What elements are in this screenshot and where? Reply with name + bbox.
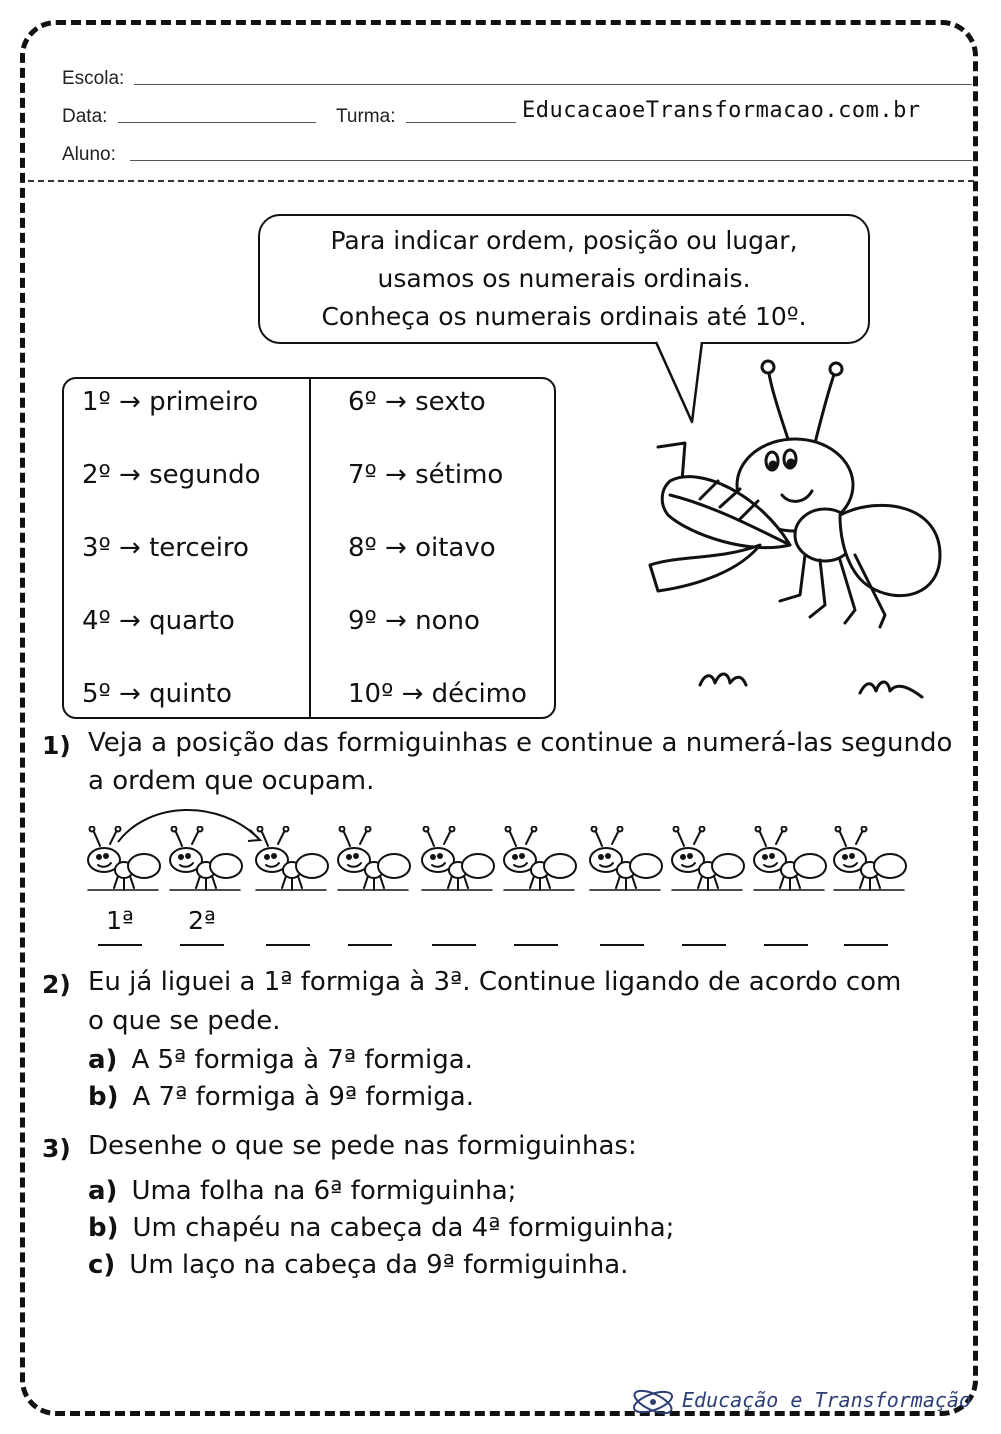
q1-line-2: a ordem que ocupam.: [88, 766, 375, 796]
q3-item-b-label: b): [88, 1213, 119, 1243]
q1-line-1: Veja a posição das formiguinhas e continue a numerá-las segundo: [88, 728, 953, 758]
q2-item-a-text: A 5ª formiga à 7ª formiga.: [131, 1045, 473, 1075]
q3-item-a: [88, 1176, 516, 1206]
date-label: Data:: [62, 106, 108, 127]
ordinal-9: 9º → nono: [348, 606, 480, 636]
answer-value-1: 1ª: [106, 906, 134, 935]
small-ant-7: [586, 826, 664, 894]
q2-item-a: [88, 1045, 473, 1075]
q2-item-a-label: a): [88, 1045, 118, 1075]
ordinal-7: 7º → sétimo: [348, 460, 504, 490]
class-label: Turma:: [336, 106, 396, 127]
q2-item-b-text: A 7ª formiga à 9ª formiga.: [132, 1082, 474, 1112]
ordinal-3: 3º → terceiro: [82, 533, 249, 563]
table-divider: [309, 379, 311, 717]
q2-item-b-label: b): [88, 1082, 119, 1112]
small-ant-4: [334, 826, 412, 894]
small-ant-6: [500, 826, 578, 894]
answer-blank-1[interactable]: [98, 944, 142, 946]
school-label: Escola:: [62, 68, 125, 89]
header-separator: [28, 180, 974, 182]
brand-logo-icon: [630, 1386, 676, 1418]
date-field[interactable]: [118, 122, 316, 123]
small-ant-5: [418, 826, 496, 894]
q3-item-a-label: a): [88, 1176, 118, 1206]
q3-line-1: Desenhe o que se pede nas formiguinhas:: [88, 1131, 637, 1161]
answer-blank-5[interactable]: [432, 944, 476, 946]
student-field[interactable]: [130, 160, 972, 161]
ordinal-1: 1º → primeiro: [82, 387, 259, 417]
small-ant-10: [830, 826, 908, 894]
q3-item-c-text: Um laço na cabeça da 9ª formiguinha.: [129, 1250, 629, 1280]
q3-item-c: [88, 1250, 628, 1280]
class-field[interactable]: [406, 122, 516, 123]
answer-blank-10[interactable]: [844, 944, 888, 946]
small-ant-3: [252, 826, 330, 894]
q3-item-a-text: Uma folha na 6ª formiguinha;: [131, 1176, 517, 1206]
ordinal-5: 5º → quinto: [82, 679, 232, 709]
answer-blank-7[interactable]: [600, 944, 644, 946]
q3-item-b-text: Um chapéu na cabeça da 4ª formiguinha;: [132, 1213, 675, 1243]
ordinal-6: 6º → sexto: [348, 387, 486, 417]
q2-number: 2): [42, 970, 71, 999]
q3-number: 3): [42, 1134, 71, 1163]
answer-blank-9[interactable]: [764, 944, 808, 946]
ordinal-10: 10º → décimo: [348, 679, 527, 709]
bubble-line-3: Conheça os numerais ordinais até 10º.: [321, 302, 807, 331]
q3-item-c-label: c): [88, 1250, 116, 1280]
q2-line-2: o que se pede.: [88, 1006, 281, 1036]
answer-value-2: 2ª: [188, 906, 216, 935]
q1-number: 1): [42, 731, 71, 760]
answer-blank-4[interactable]: [348, 944, 392, 946]
answer-blank-8[interactable]: [682, 944, 726, 946]
website-text: EducacaoeTransformacao.com.br: [522, 98, 921, 123]
bubble-line-1: Para indicar ordem, posição ou lugar,: [330, 226, 798, 255]
student-label: Aluno:: [62, 144, 116, 165]
ordinal-2: 2º → segundo: [82, 460, 261, 490]
q2-line-1: Eu já liguei a 1ª formiga à 3ª. Continue ligando de acordo com: [88, 967, 902, 997]
small-ant-1: [84, 826, 162, 894]
school-field[interactable]: [134, 84, 972, 85]
small-ant-9: [750, 826, 828, 894]
q2-item-b: [88, 1082, 474, 1112]
q3-item-b: [88, 1213, 674, 1243]
ordinal-4: 4º → quarto: [82, 606, 235, 636]
answer-blank-2[interactable]: [180, 944, 224, 946]
answer-blank-6[interactable]: [514, 944, 558, 946]
bubble-line-2: usamos os numerais ordinais.: [377, 264, 751, 293]
small-ant-8: [668, 826, 746, 894]
speech-bubble: [258, 214, 870, 344]
small-ant-2: [166, 826, 244, 894]
ant-illustration: [640, 355, 950, 700]
footer-brand: Educação e Transformação: [682, 1388, 971, 1412]
ordinal-8: 8º → oitavo: [348, 533, 496, 563]
answer-blank-3[interactable]: [266, 944, 310, 946]
